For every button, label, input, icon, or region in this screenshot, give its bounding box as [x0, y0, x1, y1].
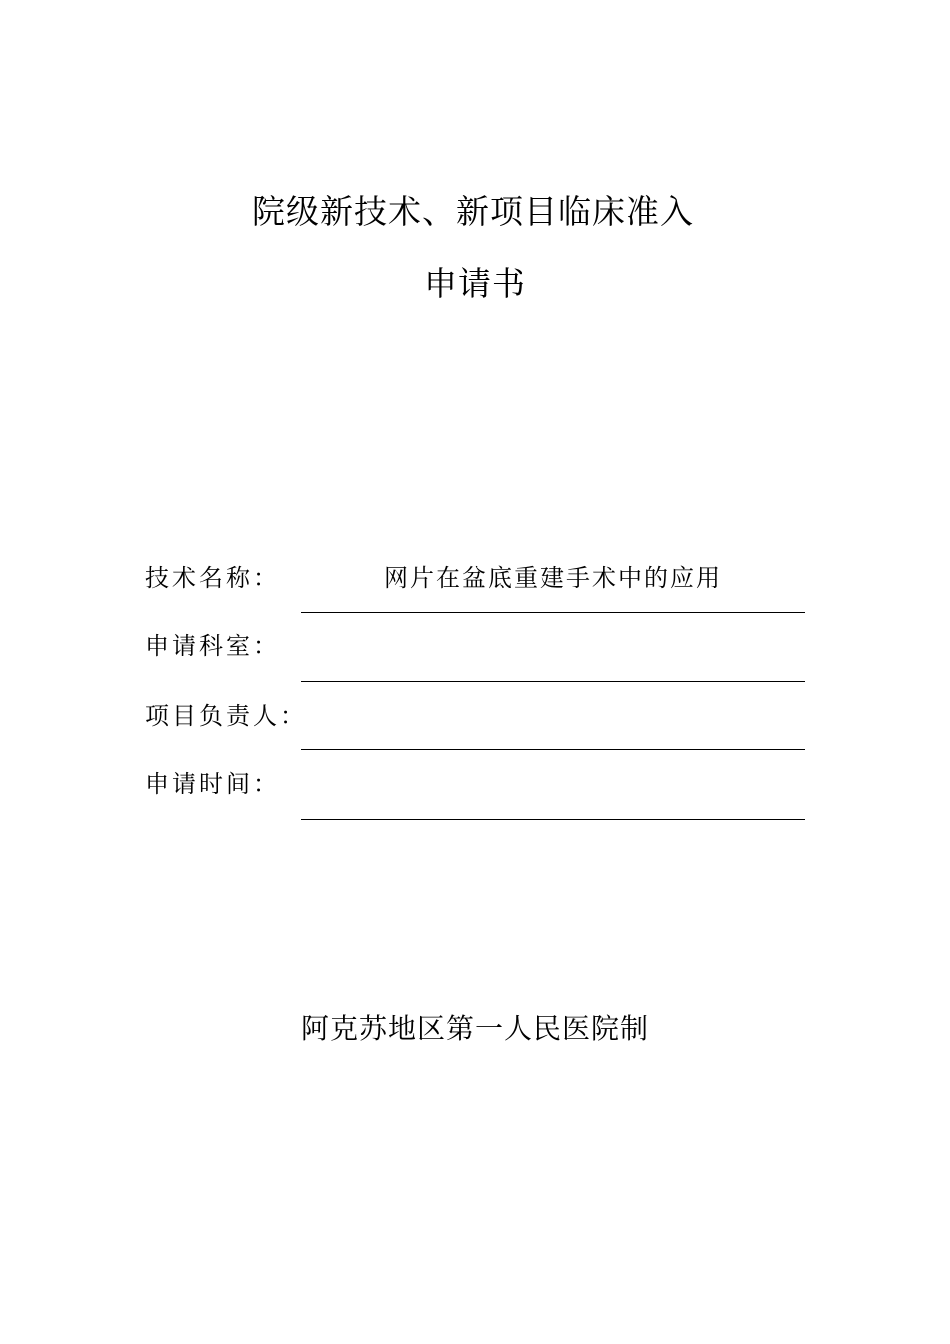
project-lead-underline: [301, 749, 805, 750]
tech-name-value[interactable]: 网片在盆底重建手术中的应用: [384, 564, 722, 592]
document-subtitle: 申请书: [424, 264, 526, 303]
tech-name-underline: [301, 612, 805, 613]
apply-date-label: 申请时间：: [145, 770, 280, 798]
tech-name-label: 技术名称：: [145, 564, 280, 592]
department-label: 申请科室：: [145, 632, 280, 660]
document-title: 院级新技术、新项目临床准入: [252, 192, 694, 231]
issuer-footer: 阿克苏地区第一人民医院制: [300, 1012, 649, 1045]
apply-date-underline: [301, 819, 805, 820]
department-underline: [301, 681, 805, 682]
project-lead-label: 项目负责人：: [145, 702, 307, 730]
